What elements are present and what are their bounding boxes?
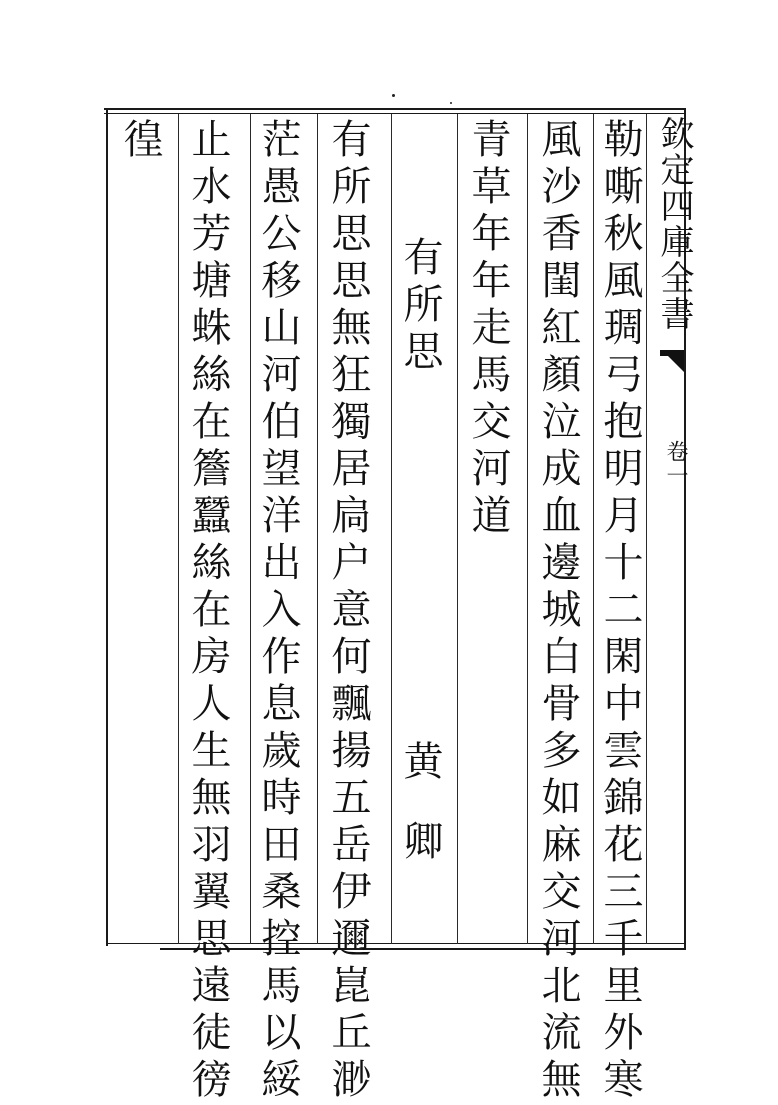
- text-column-4: 有所思思無狂獨居扃户意何飄揚五岳伊邇崑丘渺: [325, 118, 371, 1105]
- fish-tail-mark: [662, 350, 684, 372]
- text-column-1: 勒嘶秋風琱弓抱明月十二閑中雲錦花三千里外寒: [597, 118, 643, 1105]
- book-title: 欽定四庫全書: [654, 116, 694, 332]
- text-column-5: 茫愚公移山河伯望洋出入作息歲時田桑控馬以綏: [255, 118, 301, 1105]
- text-column-3: 青草年年走馬交河道: [465, 118, 511, 541]
- column-divider: [646, 114, 647, 944]
- frame-top-rule: [104, 108, 684, 110]
- column-divider: [178, 114, 179, 944]
- column-divider: [527, 114, 528, 944]
- column-divider: [593, 114, 594, 944]
- column-divider: [457, 114, 458, 944]
- ink-speck: [392, 94, 395, 97]
- author-name: 黄卿: [397, 740, 443, 900]
- text-column-2: 風沙香閨紅顏泣成血邊城白骨多如麻交河北流無: [535, 118, 581, 1105]
- poem-title: 有所思: [397, 236, 443, 377]
- column-divider: [317, 114, 318, 944]
- text-column-6: 止水芳塘蛛絲在簷蠶絲在房人生無羽翼思遠徒徬: [185, 118, 231, 1105]
- column-divider: [391, 114, 392, 944]
- text-column-7: 徨: [117, 118, 163, 165]
- column-divider: [250, 114, 251, 944]
- volume-label: 卷一: [663, 440, 688, 488]
- ink-speck: [450, 102, 452, 104]
- frame-left-rule: [106, 110, 108, 946]
- frame-top-inner-rule: [104, 113, 684, 114]
